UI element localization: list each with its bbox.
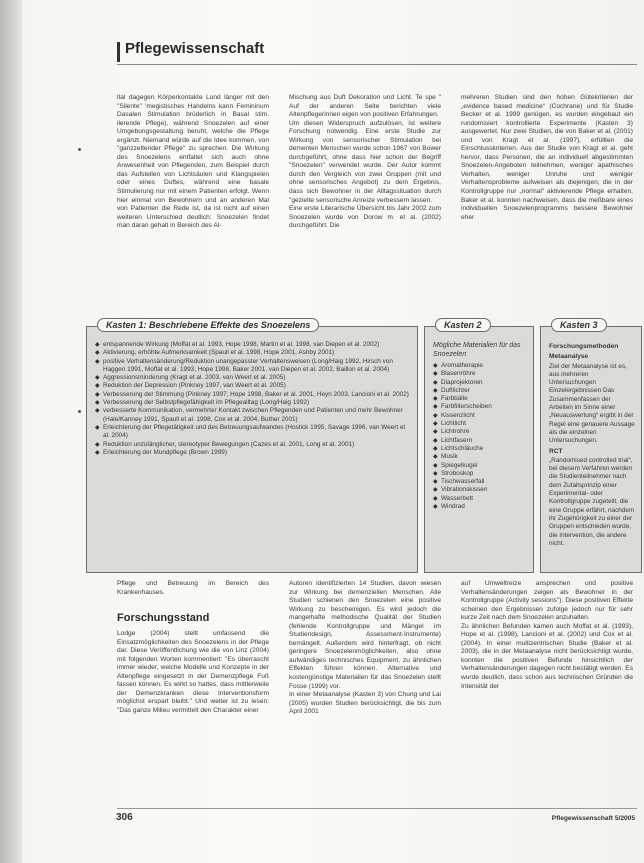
header-rule xyxy=(117,64,637,65)
paragraph: ltal dagegen Körperkontakte Lund länger mit den "Silente" 'megistisches Handelns kann Femininum Dasalen Stimulation brüderlich in Basal stim. ilerende Pflege), während Snoezelen auf einer Umgebungsgestaltung beruht, welche die Pflege ergänzt. Niemand würde auf die Idee kommen, von "ganzzeltender Pflege" zu sprechen. Die Wirkung des Snoezelens entfaltet sich auch ohne Anwesenheit von Pflegenden, zum Beispiel durch das Aufstellen von Lichtsäulen und Klangspielen oder eines Duftes, während eine basale Stimulierung nur mit einem Patienten erfolgt. Wenn hier einmal von Bewohnern und an anderen Mal von Patienten die Rede ist, da ist nicht auf einen weiteren Unterschied deutlich: Snoezelen findet man daran gehalt in Bereich des Al- xyxy=(117,94,269,230)
paragraph: Lodge (2004) stellt umfassend die Einsatzmöglichkeiten des Snoezelens in der Pflege dar. Diese Veröffentlichung wie die von Linz (2004) mit folgenden Worten kommentiert: "Es überrascht immer wieder, welche Modelle und Konzepte in der Altenpflege eingesetzt in der Demenzpflege Fuß fassen können. Es wirkt so hattes, dass mittlerweile der Demenzkranken diese Interventionsform möglichst erspart bleibt." Und weiter ist zu lesen: "Das ganze Milieu vermittelt den Charakter einer xyxy=(117,630,269,714)
box-methods-content xyxy=(549,341,635,548)
paragraph: mehreren Studien sind den hohen Gütekriterien der „evidence based medicine“ (Cochrane) und für Studie Becker et al. 1999 genügen, es wurden eingebaut ein rundomisiert kontrollierte Experimente (Kasten 3) ausgewertet. Nur zwei Studien, die von Baker et al. (2001) und von Kragt et al. (1997), erfüllten die Einschlusskriterien. Aus der Studie von Kragt et al. geht hervor, dass Personen, die an individuell abgestimmten Snoezelen-Angeboten teilnehmen, weniger apathisches Verhalten, weniger Unruhe und weniger Verhaltensprobleme aufweisen als diejenigen, die in der Kontrollgruppe nur „normal“ aktivierende Pflege erhalten. Baker et al. konnten nachweisen, dass die meßbare eines individuellen Snoezelenprogramms bessere Bewohner eher xyxy=(461,94,633,221)
margin-mark xyxy=(78,148,81,151)
box-materials-subtitle: Mögliche Materialien für das Snoezelen xyxy=(433,342,521,358)
list-item: ◆ Lichtschläuche xyxy=(433,445,527,453)
box-methods-heading: RCT xyxy=(549,447,563,455)
page-header xyxy=(117,36,637,66)
box-methods-heading: Metaanalyse xyxy=(549,353,589,361)
box-effects xyxy=(86,320,418,573)
paragraph: Um diesen Widerspruch aufzulösen, ist weitere Forschung notwendig. Eine erste Studie zur Wirkung von sensorischer Stimulation bei dementen Menschen wurde schon 1967 von Bower durchgeführt, ohne dass hier schon der Begriff "Snoezelen" verwendet wurde. Der Autor kommt durch den Vergleich von zwei Gruppen (mit und ohne sensorisches Angebot) zu dem Ergebnis, dass sich Bewohner in der Alltagssituation durch "gezielte sensorische Anreize verbessern lassen. xyxy=(289,119,441,204)
list-item: ◆ Erleichterung der Pflegetätigkeit und des Betreuungsaufwandes (Hostick 1995, Savage 1996, van Weert et al. 2004) xyxy=(95,424,411,441)
box-effects-title: Kasten 1: Beschriebene Effekte des Snoezelens xyxy=(97,318,319,332)
paragraph: auf Umweltreize ansprechen und positive Verhaltensänderungen zeigen als Bewohner in der Kontrollgruppe (Activity sessions"). Diese positiven Effekte scheinen den Ergebnissen zufolge jedoch nur für sehr kurze Zeit nach dem Snoezelen anzuhalten. xyxy=(461,580,633,622)
list-item: ◆ Wasserbett xyxy=(433,495,527,503)
section-heading: Forschungsstand xyxy=(117,612,210,624)
page-bottom-shadow xyxy=(0,815,644,863)
list-item: ◆ entspannende Wirkung (Moffat et al. 1993, Hope 1998, Martin et al. 1998, van Diepen et al. 2002) xyxy=(95,341,411,349)
paragraph: Eine erste Literarische Übersicht bis Jahr 2002 zum Snoezelen wurde von Dorow m. et al. (2002) durchgeführt. Die xyxy=(289,205,441,230)
list-item: ◆ Lichtrohre xyxy=(433,428,527,436)
list-item: ◆ Diaprojektoren xyxy=(433,379,527,387)
journal-issue: Pflegewissenschaft 5/2005 xyxy=(551,815,635,822)
column-top-right xyxy=(461,94,633,222)
box-methods-title: Kasten 3 xyxy=(551,318,607,332)
list-item: ◆ Kissenzlicht xyxy=(433,412,527,420)
margin-mark xyxy=(78,410,81,413)
column-top-left xyxy=(117,94,269,231)
list-item: ◆ Duftlichter xyxy=(433,387,527,395)
materials-list xyxy=(433,362,527,511)
list-item: ◆ Verbesserung der Stimmung (Pinkney 1997, Hope 1998, Baker et al. 2001, Heyn 2003, Lancioni et al. 2002) xyxy=(95,391,411,399)
column-bottom-mid xyxy=(289,580,441,717)
list-item: ◆ Stroboskop xyxy=(433,470,527,478)
footer-rule xyxy=(117,808,637,809)
paragraph: In einer Metaanalyse (Kasten 3) von Chung und Lai (2005) wurden Studien berücksichtigt, die bis zum April 2001 xyxy=(289,691,441,716)
list-item: ◆ Vibrationskissen xyxy=(433,486,527,494)
page-gutter-shadow xyxy=(0,0,22,863)
box-materials xyxy=(424,320,534,573)
effects-list xyxy=(95,341,411,457)
column-bottom-left-top xyxy=(117,580,269,597)
list-item: ◆ Lichtlicht xyxy=(433,420,527,428)
list-item: ◆ Verbesserung der Selbstpflegefähigkeit im Pflegealltag (Long/Haig 1992) xyxy=(95,399,411,407)
list-item: ◆ positive Verhaltensänderung/Reduktion unangepasster Verhaltensweisen (Long/Haig 1992, Hirsch von Haggen 1991, Moffat et al. 1993, Hope 1998, Baker 2001, van Diepen et al. 2002, Baillon et al. 2004) xyxy=(95,358,411,375)
column-bottom-left xyxy=(117,630,269,715)
box-materials-content xyxy=(433,341,527,511)
list-item: ◆ Aromatherapie xyxy=(433,362,527,370)
list-item: ◆ Spiegelkugel xyxy=(433,462,527,470)
paragraph: Mischung aus Duft Dekoration und Licht. Te spe " Auf der anderen Seite berichten viele Altenpflegerinnen eigen von positiven Erfahrungen. xyxy=(289,94,441,119)
box-methods xyxy=(540,320,642,573)
list-item: ◆ Aktivierung, erhöhte Aufmerksamkeit (Spaull et al. 1998, Hope 2001, Ashby 2001) xyxy=(95,349,411,357)
column-bottom-right xyxy=(461,580,633,691)
page-number: 306 xyxy=(116,812,133,823)
list-item: ◆ Blasenröhre xyxy=(433,370,527,378)
list-item: ◆ Farbfilterscheiben xyxy=(433,403,527,411)
list-item: ◆ Farbbälle xyxy=(433,395,527,403)
column-top-mid xyxy=(289,94,441,231)
list-item: ◆ Reduktion unzulänglicher, stereotyper Bewegungen (Cazes et al. 2001, Long et al. 2001) xyxy=(95,441,411,449)
box-methods-heading: Forschungsmethoden xyxy=(549,343,619,350)
list-item: ◆ Reduktion der Depression (Pinkney 1997, van Weert et al. 2005) xyxy=(95,382,411,390)
box-methods-text: „Randomised controlled trial“, bei diesem Verfahren werden die Studienteilnehmer nach dem Zufallsprinzip einer Experimental- oder Kontrollgruppe zugeteilt, die eine Gruppe erfährt, nachdem ihr Zugehörigkeit zu einer der Gruppen entschieden wurde, die Intervention, die andere nicht. xyxy=(549,456,635,547)
list-item: ◆ Windrad xyxy=(433,503,527,511)
box-materials-title: Kasten 2 xyxy=(435,318,491,332)
box-effects-content xyxy=(95,341,411,457)
list-item: ◆ Aggressionsminderung (Kragt et al. 2003, van Weert et al. 2005) xyxy=(95,374,411,382)
list-item: ◆ verbesserte Kommunikation, vermehrter Kontakt zwischen Pflegenden und Patienten und mehr Bewohner (Hale/Kanney 1991, Spaull et al. 1998, Cox et al. 2004, Buther 2001) xyxy=(95,407,411,424)
list-item: ◆ Tischwasserfall xyxy=(433,478,527,486)
paragraph: Pflege und Betreuung im Bereich des Krankenhauses. xyxy=(117,580,269,596)
paragraph: Autoren identifizierten 14 Studien, davon wiesen zur Wirkung bei demenziellen Menschen. Alle Studien schienen den Snoezelen eine positive Wirkung zu bescheinigen. Es wird jedoch die mangelhafte methodische Qualität der Studien (fehlende Kontrollgruppe und Mängel im Studiendesign, Assessment-Instrumente) bemängelt. Außerdem wird hinterfragt, ob nicht geringere Snoezelenmöglichkeiten, also ohne aufwändiges technisches Equipment, zu ähnlichen Effekten führen können. Alternative und kostengünstige Materialien für das Snoezelen stellt Fosse (1999) vor. xyxy=(289,580,441,690)
list-item: ◆ Lichtfasern xyxy=(433,437,527,445)
paragraph: Zu ähnlichen Befunden kamen auch Moffat et al. (1993), Hope et al. (1998), Lancioni et al. (2002) und Cox et al. (2004). In einer multizentrischen Studie (Baker et al. 2003), die in der Metaanalyse nicht berücksichtigt wurde, konnten die positiven Befunde hinsichtlich der Verhaltensänderungen dagegen nicht bestätigt werden. Es wurde deutlich, dass schon aus technischen Gründen die Intensität der xyxy=(461,622,633,690)
section-running-title: Pflegewissenschaft xyxy=(125,40,265,57)
header-bar xyxy=(117,42,120,62)
list-item: ◆ Erleichterung der Mundpflege (Brown 1999) xyxy=(95,449,411,457)
list-item: ◆ Musik xyxy=(433,453,527,461)
box-methods-text: Ziel der Metaanalyse ist es, aus mehreren Untersuchungen Einzelergebnissen Das Zusammenfassen der Arbeiten im Sinne einer „Neuauswertung“ ergibt in der Regel eine genauere Aussage als die einzelnen Untersuchungen. xyxy=(549,362,635,445)
